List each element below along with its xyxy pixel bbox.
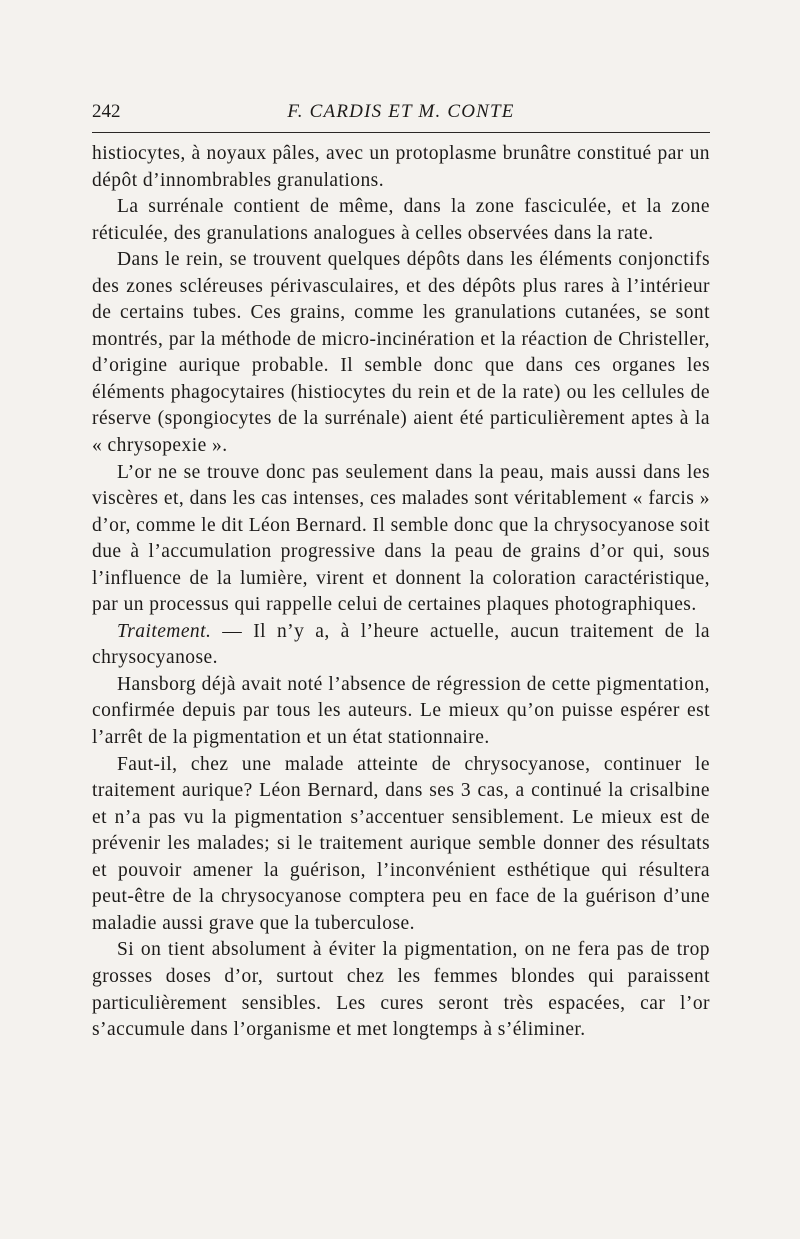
running-head: F. CARDIS ET M. CONTE <box>287 101 515 122</box>
section-heading-traitement: Traitement. <box>117 620 212 642</box>
paragraph-1: histiocytes, à noyaux pâles, avec un protoplasme brunâtre constitué par un dépôt d’innombrables granulations. <box>92 143 710 191</box>
body-text <box>92 141 710 1044</box>
paragraph-8: Si on tient absolument à éviter la pigmentation, on ne fera pas de trop grosses doses d’or, surtout chez les femmes blondes qui paraissent particulièrement sensibles. Les cures seront très espacées, car l’or s’accumule dans l’organisme et met longtemps à s’éliminer. <box>92 939 710 1041</box>
header-rule <box>92 132 710 133</box>
page-number: 242 <box>92 101 121 122</box>
paragraph-7: Faut-il, chez une malade atteinte de chrysocyanose, continuer le traitement aurique? Léon Bernard, dans ses 3 cas, a continué la crisalbine et n’a pas vu la pigmentation s’accentuer sensiblement. Le mieux est de prévenir les malades; si le traitement aurique semble donner des résultats et pouvoir amener la guérison, l’inconvénient esthétique qui résultera peut-être de la chrysocyanose comptera peu en face de la guérison d’une maladie aussi grave que la tuberculose. <box>92 753 710 934</box>
paragraph-traitement <box>92 619 710 672</box>
traitement-text: — Il n’y a, à l’heure actuelle, aucun traitement de la chrysocyanose. <box>92 620 710 669</box>
paragraph-4: L’or ne se trouve donc pas seulement dans la peau, mais aussi dans les viscères et, dans les cas intenses, ces malades sont véritablement « farcis » d’or, comme le dit Léon Bernard. Il semble donc que la chrysocyanose soit due à l’accumulation progressive dans la peau de grains d’or qui, sous l’influence de la lumière, virent et donnent la coloration caractéristique, par un processus qui rappelle celui de certaines plaques photographiques. <box>92 461 710 616</box>
paragraph-3: Dans le rein, se trouvent quelques dépôts dans les éléments conjonctifs des zones scléreuses périvasculaires, et des dépôts plus rares à l’intérieur de certains tubes. Ces grains, comme les granulations cutanées, se sont montrés, par la méthode de micro-incinération et la réaction de Christeller, d’origine aurique probable. Il semble donc que dans ces organes les éléments phagocytaires (histiocytes du rein et de la rate) ou les cellules de réserve (spongiocytes de la surrénale) aient été particulièrement aptes à la « chrysopexie ». <box>92 249 710 457</box>
paragraph-6: Hansborg déjà avait noté l’absence de régression de cette pigmentation, confirmée depuis par tous les auteurs. Le mieux qu’on puisse espérer est l’arrêt de la pigmentation et un état stationnaire. <box>92 673 710 749</box>
paragraph-2: La surrénale contient de même, dans la zone fasciculée, et la zone réticulée, des granulations analogues à celles observées dans la rate. <box>92 196 710 244</box>
page-header <box>92 100 710 130</box>
